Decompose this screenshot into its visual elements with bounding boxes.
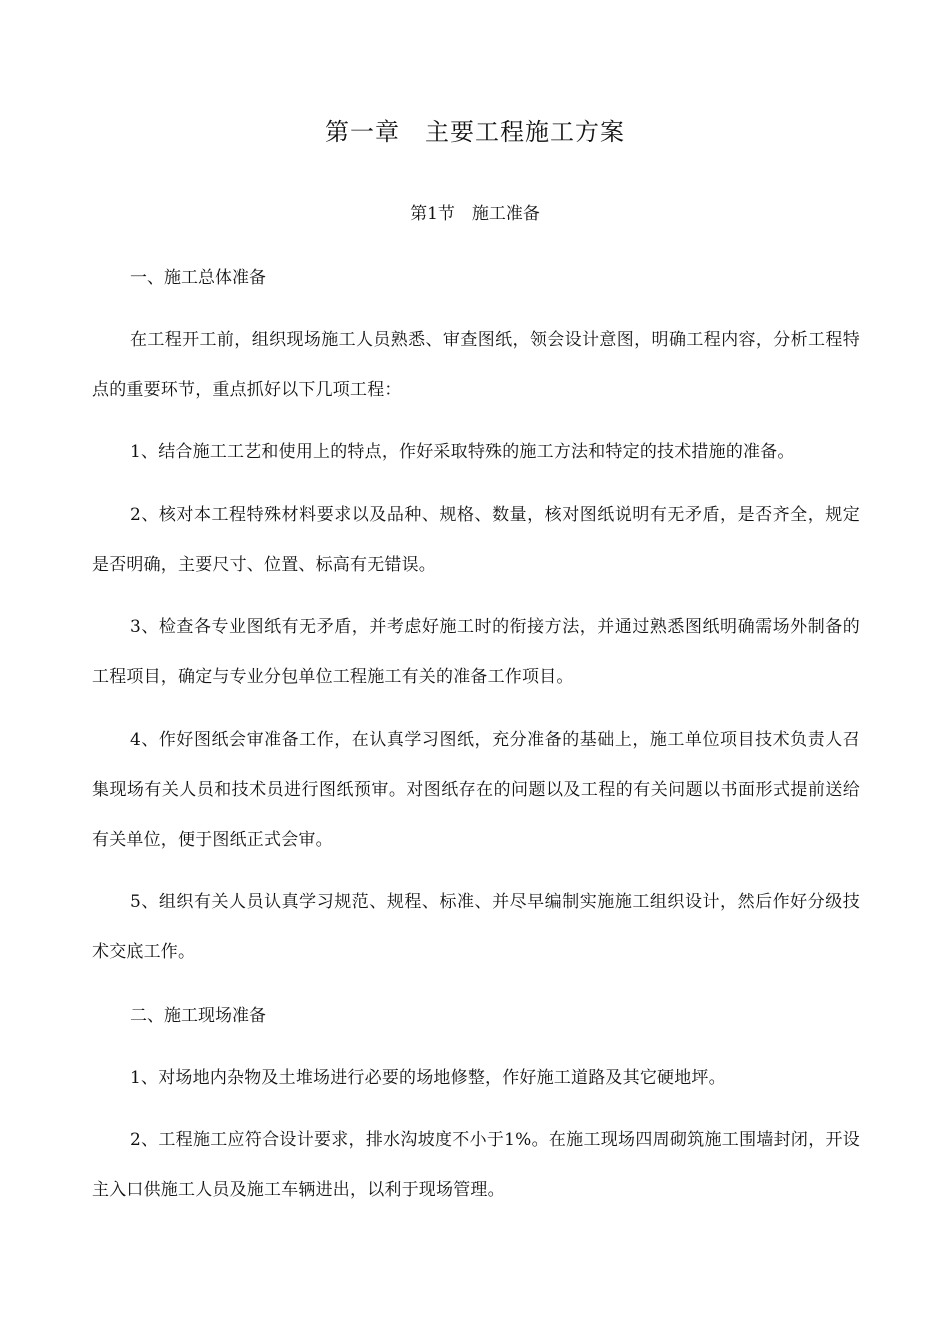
list-item-3: 3、检查各专业图纸有无矛盾，并考虑好施工时的衔接方法，并通过熟悉图纸明确需场外制备的工程项目，确定与专业分包单位工程施工有关的准备工作项目。 bbox=[92, 617, 860, 687]
chapter-title: 第一章 主要工程施工方案 bbox=[325, 118, 625, 146]
site-list-item-1: 1、对场地内杂物及土堆场进行必要的场地修整，作好施工道路及其它硬地坪。 bbox=[130, 1068, 726, 1088]
paragraph-intro: 在工程开工前，组织现场施工人员熟悉、审查图纸，领会设计意图，明确工程内容，分析工程特点的重要环节，重点抓好以下几项工程： bbox=[92, 330, 860, 400]
heading-site-preparation: 二、施工现场准备 bbox=[130, 1006, 266, 1026]
list-item-4: 4、作好图纸会审准备工作，在认真学习图纸，充分准备的基础上，施工单位项目技术负责人召集现场有关人员和技术员进行图纸预审。对图纸存在的问题以及工程的有关问题以书面形式提前送给有关单位，便于图纸正式会审。 bbox=[92, 730, 860, 850]
list-item-1: 1、结合施工工艺和使用上的特点，作好采取特殊的施工方法和特定的技术措施的准备。 bbox=[130, 442, 795, 462]
site-list-item-2: 2、工程施工应符合设计要求，排水沟坡度不小于1%。在施工现场四周砌筑施工围墙封闭，开设主入口供施工人员及施工车辆进出，以利于现场管理。 bbox=[92, 1130, 860, 1200]
heading-general-preparation: 一、施工总体准备 bbox=[130, 268, 266, 288]
list-item-2: 2、核对本工程特殊材料要求以及品种、规格、数量，核对图纸说明有无矛盾，是否齐全，规定是否明确，主要尺寸、位置、标高有无错误。 bbox=[92, 505, 860, 575]
list-item-5: 5、组织有关人员认真学习规范、规程、标准、并尽早编制实施施工组织设计，然后作好分级技术交底工作。 bbox=[92, 892, 860, 962]
section-title: 第1节 施工准备 bbox=[410, 204, 540, 224]
